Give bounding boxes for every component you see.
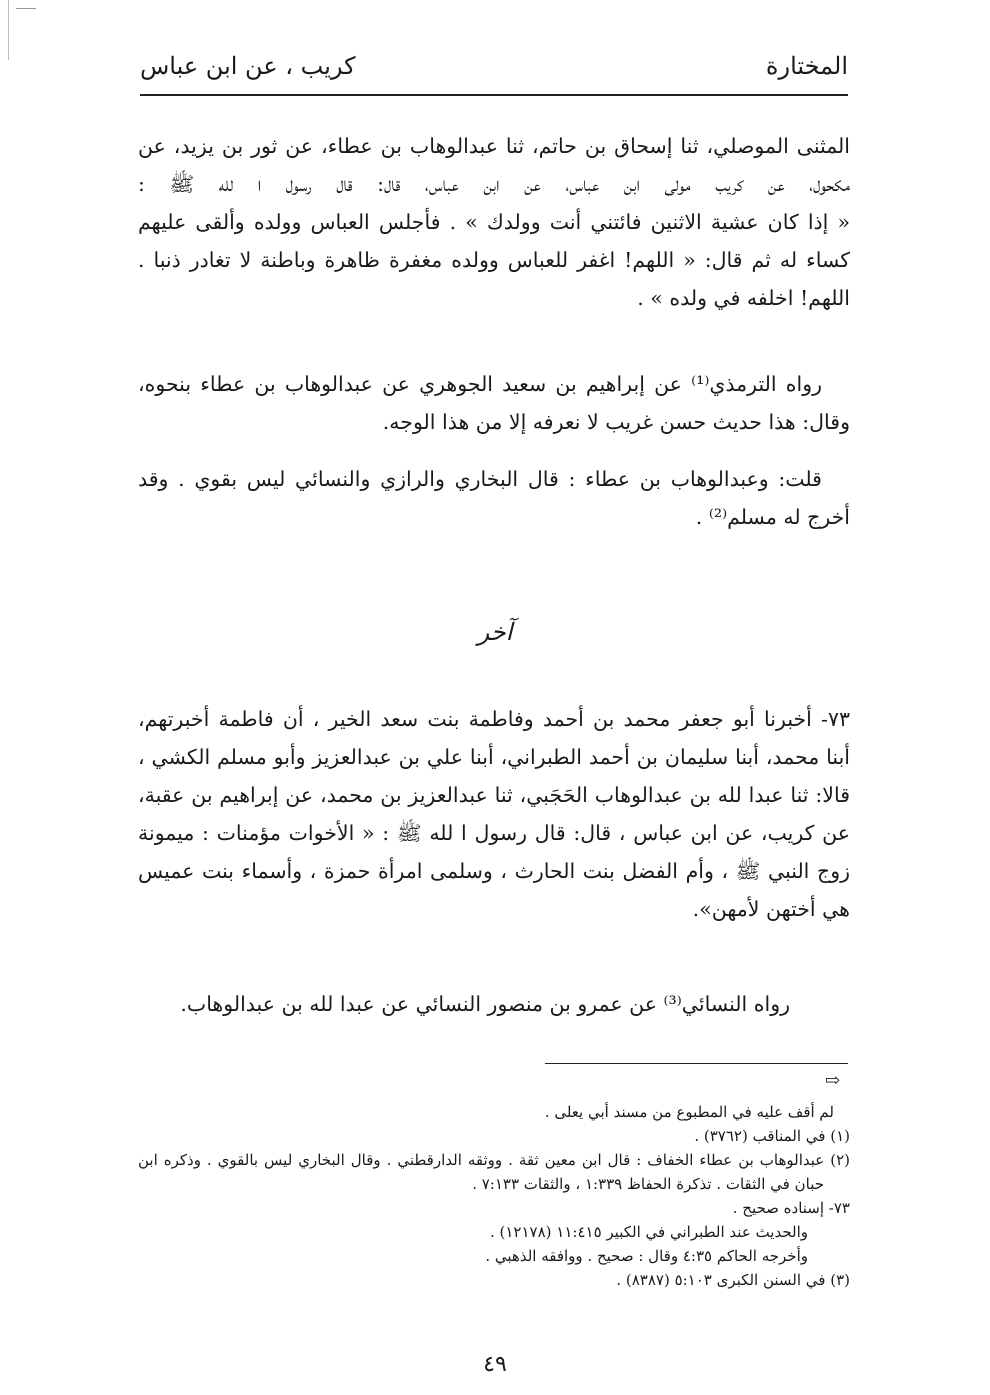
text-line: « إذا كان عشية الاثنين فائتني أنت وولدك » . فأجلس العباس وولده وألقى عليهم xyxy=(138,210,850,234)
footnote-73: ٧٣- إسناده صحيح . xyxy=(732,1199,850,1217)
footnote-73-cont: والحديث عند الطبراني في الكبير ١١:٤١٥ (١٢١٧٨) . xyxy=(489,1223,808,1241)
paragraph-1 xyxy=(138,127,850,317)
footnotes xyxy=(138,1100,850,1292)
text-line: كساء له ثم قال: « اللهم! اغفر للعباس وولده مغفرة ظاهرة وباطنة لا تغادر ذنبا . xyxy=(138,248,850,272)
scan-edge-mark xyxy=(8,0,9,60)
text-line: رواه الترمذي⁽¹⁾ عن إبراهيم بن سعيد الجوهري عن عبدالوهاب بن عطاء بنحوه، xyxy=(138,372,822,396)
text-line: ٧٣- أخبرنا أبو جعفر محمد بن أحمد وفاطمة بنت سعد الخير ، أن فاطمة أخبرتهم، xyxy=(138,707,850,731)
text-line: مكحول، عن كريب مولى ابن عباس، عن ابن عباس، قال: قال رسول ا لله ﷺ : xyxy=(138,172,851,196)
continuation-arrow-icon: ⇨ xyxy=(825,1070,841,1091)
text-line: أبنا محمد، أبنا سليمان بن أحمد الطبراني، أبنا علي بن عبدالعزيز وأبو مسلم الكشي ، xyxy=(138,745,850,769)
scan-corner-mark xyxy=(16,8,36,9)
running-header xyxy=(140,52,848,92)
footnote-continuation: لم أقف عليه في المطبوع من مسند أبي يعلى . xyxy=(544,1103,834,1121)
paragraph-2 xyxy=(138,365,850,441)
footnote-3: (٣) في السنن الكبرى ٥:١٠٣ (٨٣٨٧) . xyxy=(616,1271,850,1289)
paragraph-3 xyxy=(138,460,850,536)
book-title: المختارة xyxy=(765,52,848,80)
footnote-rule xyxy=(545,1063,848,1064)
text-line: زوج النبي ﷺ ، وأم الفضل بنت الحارث ، وسلمى امرأة حمزة ، وأسماء بنت عميس xyxy=(138,859,850,883)
page-number: ٤٩ xyxy=(483,1352,507,1377)
text-line: قلت: وعبدالوهاب بن عطاء : قال البخاري والرازي والنسائي ليس بقوي . وقد xyxy=(138,467,822,491)
section-title: كريب ، عن ابن عباس xyxy=(140,52,356,80)
footnote-73-cont: وأخرجه الحاكم ٤:٣٥ وقال : صحيح . ووافقه الذهبي . xyxy=(485,1247,808,1265)
header-rule xyxy=(140,94,848,96)
paragraph-5 xyxy=(138,985,850,1023)
footnote-1: (١) في المناقب (٣٧٦٢) . xyxy=(694,1127,850,1145)
text-line: وقال: هذا حديث حسن غريب لا نعرفه إلا من هذا الوجه. xyxy=(382,410,850,434)
text-line: عن كريب، عن ابن عباس ، قال: قال رسول ا لله ﷺ : « الأخوات مؤمنات : ميمونة xyxy=(138,821,850,845)
text-line: المثنى الموصلي، ثنا إسحاق بن حاتم، ثنا عبدالوهاب بن عطاء، عن ثور بن يزيد، عن xyxy=(138,134,850,158)
text-line: رواه النسائي⁽³⁾ عن عمرو بن منصور النسائي عن عبدا لله بن عبدالوهاب. xyxy=(180,992,790,1016)
footnote-2: (٢) عبدالوهاب بن عطاء الخفاف : قال ابن معين ثقة . ووثقه الدارقطني . وقال البخاري ليس بالقوي . وذكره ابن xyxy=(138,1151,850,1169)
text-line: أخرج له مسلم⁽²⁾ . xyxy=(695,505,850,529)
text-line: اللهم! اخلفه في ولده » . xyxy=(637,286,850,310)
footnote-2-cont: حبان في الثقات . تذكرة الحفاظ ١:٣٣٩ ، والثقات ٧:١٣٣ . xyxy=(472,1175,824,1193)
section-heading: آخر xyxy=(477,618,513,646)
text-line: قالا: ثنا عبدا لله بن عبدالوهاب الحَجَبي، ثنا عبدالعزيز بن محمد، عن إبراهيم بن عقبة، xyxy=(138,783,850,807)
text-line: هي أختهن لأمهن». xyxy=(692,897,850,921)
paragraph-hadith-73 xyxy=(138,700,850,928)
